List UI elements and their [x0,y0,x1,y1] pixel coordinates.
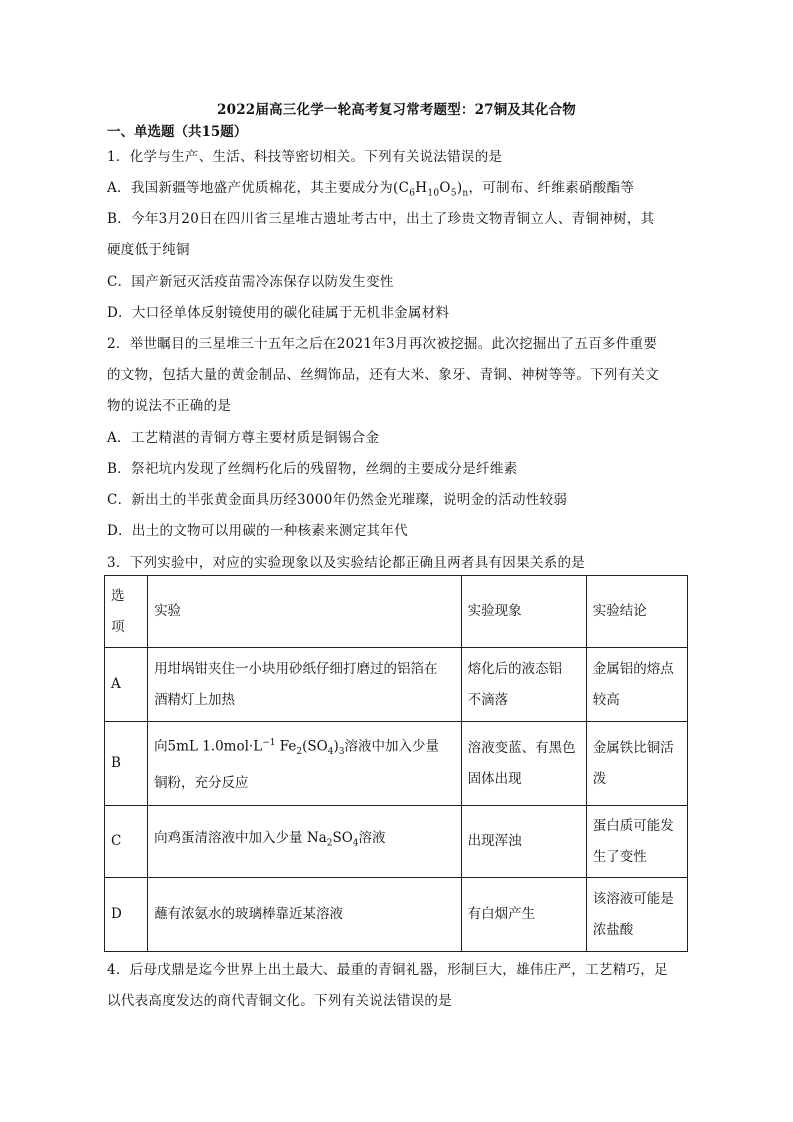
q1-option-b-line1: B．今年3月20日在四川省三星堆古遗址考古中，出土了珍贵文物青铜立人、青铜神树，其 [107,211,655,227]
q4-stem-line2: 以代表高度发达的商代青铜文化。下列有关说法错误的是 [107,993,452,1009]
document-title: 2022届高三化学一轮高考复习常考题型：27铜及其化合物 [217,102,576,118]
header-option: 选 项 [105,576,148,648]
q2-option-c: C．新出土的半张黄金面具历经3000年仍然金光璀璨，说明金的活动性较弱 [107,492,568,508]
row-option: B [105,722,148,806]
header-experiment: 实验 [148,576,462,648]
q1-stem: 1．化学与生产、生活、科技等密切相关。下列有关说法错误的是 [107,149,503,165]
q1-option-b-line2: 硬度低于纯铜 [107,242,190,258]
q4-stem-line1: 4．后母戊鼎是迄今世界上出土最大、最重的青铜礼器，形制巨大，雄伟庄严，工艺精巧，足 [107,962,668,978]
q2-option-d: D．出土的文物可以用碳的一种核素来测定其年代 [107,523,408,539]
table-header-row [105,576,688,648]
q3-table [104,575,688,952]
header-phenomenon: 实验现象 [461,576,586,648]
header-conclusion: 实验结论 [586,576,687,648]
row-experiment: 蘸有浓氨水的玻璃棒靠近某溶液 [148,878,462,952]
q2-stem-line2: 的文物，包括大量的黄金制品、丝绸饰品，还有大米、象牙、青铜、神树等等。下列有关文 [107,367,659,383]
table-row [105,648,688,722]
row-option: A [105,648,148,722]
q2-stem-line3: 物的说法不正确的是 [107,398,232,414]
table-row [105,806,688,878]
q2-stem-line1: 2．举世瞩目的三星堆三十五年之后在2021年3月再次被挖掘。此次挖掘出了五百多件重要 [107,336,658,352]
row-option: D [105,878,148,952]
row-experiment: 向5mL $1.0mol\cdot L^{-1}$ $Fe_2(SO_4)_3$溶液中加入少量 铜粉，充分反应 [148,722,462,806]
q1-option-d: D．大口径单体反射镜使用的碳化硅属于无机非金属材料 [107,305,450,321]
row-conclusion: 该溶液可能是 浓盐酸 [586,878,687,952]
row-conclusion: 蛋白质可能发 生了变性 [586,806,687,878]
row-experiment: 用坩埚钳夹住一小块用砂纸仔细打磨过的铝箔在 酒精灯上加热 [148,648,462,722]
q3-stem: 3．下列实验中，对应的实验现象以及实验结论都正确且两者具有因果关系的是 [107,555,586,571]
table-row [105,722,688,806]
row-experiment: 向鸡蛋清溶液中加入少量 $Na_2SO_4$溶液 [148,806,462,878]
row-phenomenon: 熔化后的液态铝 不滴落 [461,648,586,722]
q1-option-a: A．我国新疆等地盛产优质棉花，其主要成分为$(C_6H_{10}O_5)_n$，可制布、纤维素硝酸酯等 [107,180,635,199]
row-phenomenon: 有白烟产生 [461,878,586,952]
row-phenomenon: 出现浑浊 [461,806,586,878]
row-phenomenon: 溶液变蓝、有黑色 固体出现 [461,722,586,806]
table-row [105,878,688,952]
q1-option-c: C．国产新冠灭活疫苗需冷冻保存以防发生变性 [107,274,394,290]
row-option: C [105,806,148,878]
q2-option-a: A．工艺精湛的青铜方尊主要材质是铜锡合金 [107,430,380,446]
q2-option-b: B．祭祀坑内发现了丝绸朽化后的残留物，丝绸的主要成分是纤维素 [107,461,518,477]
row-conclusion: 金属铝的熔点 较高 [586,648,687,722]
section-heading: 一、单选题（共15题） [107,124,248,140]
row-conclusion: 金属铁比铜活 泼 [586,722,687,806]
